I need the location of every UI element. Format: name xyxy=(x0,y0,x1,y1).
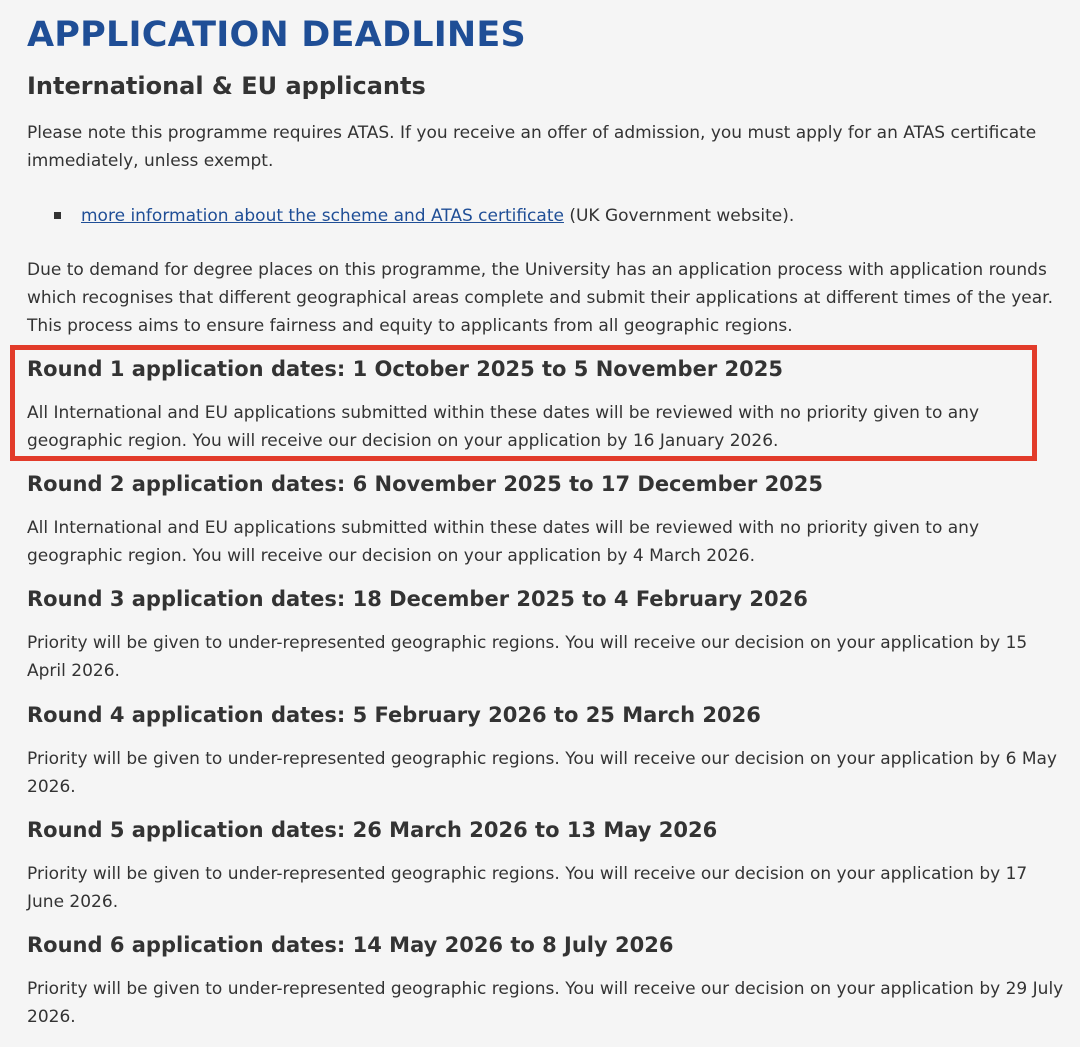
bullet-icon xyxy=(54,212,61,219)
round-5-heading: Round 5 application dates: 26 March 2026 to 13 May 2026 xyxy=(27,818,718,842)
atas-info-link[interactable]: more information about the scheme and ATAS certificate xyxy=(81,206,564,226)
round-4-heading: Round 4 application dates: 5 February 2026 to 25 March 2026 xyxy=(27,703,761,727)
list-item xyxy=(54,202,794,230)
round-4-body: Priority will be given to under-represented geographic regions. You will receive our decision on your application by 6 May 2026. xyxy=(27,749,1057,797)
round-1-heading: Round 1 application dates: 1 October 2025 to 5 November 2025 xyxy=(27,357,783,381)
round-1-highlight-box xyxy=(10,345,1037,461)
section-subtitle: International & EU applicants xyxy=(27,72,426,100)
round-3-body: Priority will be given to under-represented geographic regions. You will receive our decision on your application by 15 April 2026. xyxy=(27,633,1028,681)
round-1-body: All International and EU applications submitted within these dates will be reviewed with no priority given to any geographic region. You will receive our decision on your application by 16 January 2026. xyxy=(27,403,979,451)
link-suffix: (UK Government website). xyxy=(563,206,795,226)
round-5-body: Priority will be given to under-represented geographic regions. You will receive our decision on your application by 17 June 2026. xyxy=(27,864,1028,912)
round-3-heading: Round 3 application dates: 18 December 2025 to 4 February 2026 xyxy=(27,587,808,611)
round-2-body: All International and EU applications submitted within these dates will be reviewed with no priority given to any geographic region. You will receive our decision on your application by 4 March 2026. xyxy=(27,518,979,566)
page-title: APPLICATION DEADLINES xyxy=(27,15,526,55)
round-2-heading: Round 2 application dates: 6 November 2025 to 17 December 2025 xyxy=(27,472,824,496)
round-6-heading: Round 6 application dates: 14 May 2026 to 8 July 2026 xyxy=(27,933,674,957)
atas-note: Please note this programme requires ATAS. If you receive an offer of admission, you must apply for an ATAS certificate immediately, unless exempt. xyxy=(27,123,1037,171)
demand-note: Due to demand for degree places on this programme, the University has an application process with application rounds which recognises that different geographical areas complete and submit their applications at different times of the year. This process aims to ensure fairness and equity to applicants from all geographic regions. xyxy=(27,260,1053,336)
info-link-list xyxy=(54,202,794,230)
round-6-body: Priority will be given to under-represented geographic regions. You will receive our decision on your application by 29 July 2026. xyxy=(27,979,1064,1027)
